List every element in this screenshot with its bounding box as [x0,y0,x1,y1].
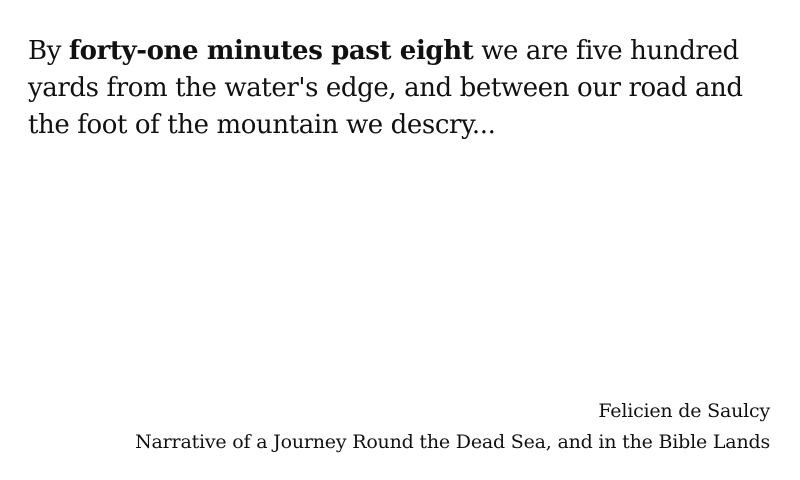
attribution [30,396,770,458]
quote-passage [28,33,776,144]
author-name: Felicien de Saulcy [598,400,770,422]
quote-time-highlight: forty-one minutes past eight [68,36,474,66]
book-title: Narrative of a Journey Round the Dead Sea, and in the Bible Lands [135,431,770,453]
quote-lead: By [28,36,69,66]
quote-rest: we are five hundred yards from the water's edge, and between our road and the foot of the mountain we descry... [28,36,759,140]
